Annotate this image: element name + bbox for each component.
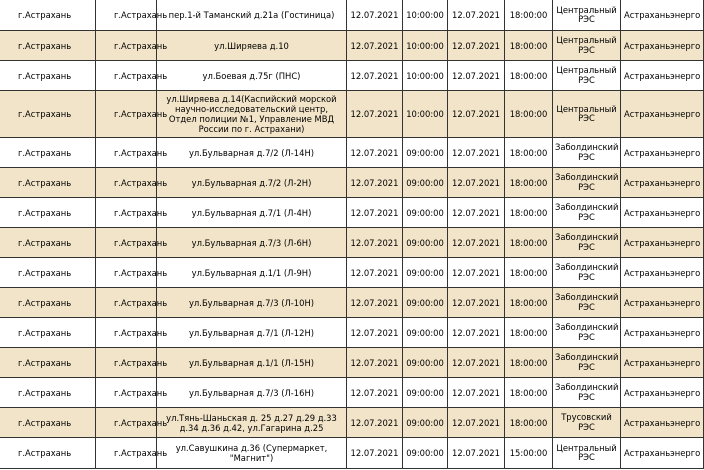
organization-cell: Астраханьэнерго: [621, 228, 704, 258]
start-time-cell: 10:00:00: [403, 31, 448, 61]
start-date-cell: 12.07.2021: [347, 288, 403, 318]
end-date-cell: 12.07.2021: [448, 378, 505, 408]
end-time-cell: 18:00:00: [505, 168, 553, 198]
res-cell: Центральный РЭС: [553, 31, 621, 61]
res-cell: Заболдинский РЭС: [553, 138, 621, 168]
end-date-cell: 12.07.2021: [448, 258, 505, 288]
region-cell: г.Астрахань: [0, 91, 96, 138]
start-date-cell: 12.07.2021: [347, 0, 403, 31]
end-date-cell: 12.07.2021: [448, 438, 505, 469]
city-cell: г.Астрахань: [96, 168, 157, 198]
start-date-cell: 12.07.2021: [347, 378, 403, 408]
table-row: [0, 348, 704, 378]
table-row: [0, 91, 704, 138]
start-time-cell: 09:00:00: [403, 138, 448, 168]
city-cell: г.Астрахань: [96, 198, 157, 228]
region-cell: г.Астрахань: [0, 408, 96, 438]
end-time-cell: 18:00:00: [505, 31, 553, 61]
start-time-cell: 09:00:00: [403, 258, 448, 288]
organization-cell: Астраханьэнерго: [621, 31, 704, 61]
region-cell: г.Астрахань: [0, 318, 96, 348]
address-cell: ул.Бульварная д.7/2 (Л-2Н): [157, 168, 347, 198]
end-date-cell: 12.07.2021: [448, 91, 505, 138]
table-row: [0, 288, 704, 318]
res-cell: Заболдинский РЭС: [553, 288, 621, 318]
organization-cell: Астраханьэнерго: [621, 138, 704, 168]
address-cell: ул.Бульварная д.7/3 (Л-10Н): [157, 288, 347, 318]
res-cell: Заболдинский РЭС: [553, 378, 621, 408]
address-cell: ул.Тянь-Шаньская д. 25 д.27 д.29 д.33 д.34 д.36 д.42, ул.Гагарина д.25: [157, 408, 347, 438]
end-time-cell: 18:00:00: [505, 138, 553, 168]
res-cell: Заболдинский РЭС: [553, 258, 621, 288]
end-date-cell: 12.07.2021: [448, 228, 505, 258]
table-row: [0, 318, 704, 348]
end-date-cell: 12.07.2021: [448, 288, 505, 318]
address-cell: ул.Боевая д.75г (ПНС): [157, 61, 347, 91]
organization-cell: Астраханьэнерго: [621, 258, 704, 288]
address-cell: ул.Ширяева д.10: [157, 31, 347, 61]
organization-cell: Астраханьэнерго: [621, 168, 704, 198]
end-time-cell: 18:00:00: [505, 91, 553, 138]
start-time-cell: 09:00:00: [403, 198, 448, 228]
end-time-cell: 18:00:00: [505, 228, 553, 258]
city-cell: г.Астрахань: [96, 91, 157, 138]
address-cell: ул.Бульварная д.7/3 (Л-16Н): [157, 378, 347, 408]
region-cell: г.Астрахань: [0, 168, 96, 198]
region-cell: г.Астрахань: [0, 348, 96, 378]
end-date-cell: 12.07.2021: [448, 61, 505, 91]
end-time-cell: 18:00:00: [505, 198, 553, 228]
address-cell: ул.Бульварная д.7/3 (Л-6Н): [157, 228, 347, 258]
start-date-cell: 12.07.2021: [347, 91, 403, 138]
start-date-cell: 12.07.2021: [347, 61, 403, 91]
end-date-cell: 12.07.2021: [448, 31, 505, 61]
region-cell: г.Астрахань: [0, 198, 96, 228]
address-cell: ул.Бульварная д.1/1 (Л-15Н): [157, 348, 347, 378]
region-cell: г.Астрахань: [0, 288, 96, 318]
start-date-cell: 12.07.2021: [347, 198, 403, 228]
table-row: [0, 258, 704, 288]
start-date-cell: 12.07.2021: [347, 318, 403, 348]
start-time-cell: 09:00:00: [403, 318, 448, 348]
address-cell: ул.Бульварная д.7/1 (Л-4Н): [157, 198, 347, 228]
region-cell: г.Астрахань: [0, 138, 96, 168]
city-cell: г.Астрахань: [96, 348, 157, 378]
city-cell: г.Астрахань: [96, 0, 157, 31]
end-date-cell: 12.07.2021: [448, 408, 505, 438]
end-date-cell: 12.07.2021: [448, 138, 505, 168]
res-cell: Центральный РЭС: [553, 438, 621, 469]
region-cell: г.Астрахань: [0, 31, 96, 61]
city-cell: г.Астрахань: [96, 408, 157, 438]
end-time-cell: 18:00:00: [505, 318, 553, 348]
table-row: [0, 31, 704, 61]
start-time-cell: 09:00:00: [403, 168, 448, 198]
address-cell: ул.Савушкина д.36 (Супермаркет, "Магнит"): [157, 438, 347, 469]
res-cell: Трусовский РЭС: [553, 408, 621, 438]
city-cell: г.Астрахань: [96, 318, 157, 348]
end-date-cell: 12.07.2021: [448, 168, 505, 198]
region-cell: г.Астрахань: [0, 258, 96, 288]
region-cell: г.Астрахань: [0, 61, 96, 91]
end-date-cell: 12.07.2021: [448, 318, 505, 348]
address-cell: пер.1-й Таманский д.21а (Гостиница): [157, 0, 347, 31]
res-cell: Заболдинский РЭС: [553, 168, 621, 198]
start-date-cell: 12.07.2021: [347, 228, 403, 258]
res-cell: Центральный РЭС: [553, 0, 621, 31]
res-cell: Центральный РЭС: [553, 91, 621, 138]
address-cell: ул.Бульварная д.7/2 (Л-14Н): [157, 138, 347, 168]
end-time-cell: 18:00:00: [505, 258, 553, 288]
end-date-cell: 12.07.2021: [448, 198, 505, 228]
table-row: [0, 61, 704, 91]
start-time-cell: 10:00:00: [403, 0, 448, 31]
table-row: [0, 168, 704, 198]
res-cell: Заболдинский РЭС: [553, 198, 621, 228]
region-cell: г.Астрахань: [0, 0, 96, 31]
res-cell: Заболдинский РЭС: [553, 318, 621, 348]
organization-cell: Астраханьэнерго: [621, 318, 704, 348]
start-date-cell: 12.07.2021: [347, 138, 403, 168]
end-time-cell: 18:00:00: [505, 0, 553, 31]
start-time-cell: 10:00:00: [403, 61, 448, 91]
organization-cell: Астраханьэнерго: [621, 348, 704, 378]
organization-cell: Астраханьэнерго: [621, 0, 704, 31]
city-cell: г.Астрахань: [96, 378, 157, 408]
start-date-cell: 12.07.2021: [347, 438, 403, 469]
organization-cell: Астраханьэнерго: [621, 198, 704, 228]
end-time-cell: 15:00:00: [505, 438, 553, 469]
res-cell: Заболдинский РЭС: [553, 228, 621, 258]
start-date-cell: 12.07.2021: [347, 408, 403, 438]
start-time-cell: 09:00:00: [403, 228, 448, 258]
city-cell: г.Астрахань: [96, 228, 157, 258]
city-cell: г.Астрахань: [96, 438, 157, 469]
res-cell: Центральный РЭС: [553, 61, 621, 91]
end-date-cell: 12.07.2021: [448, 0, 505, 31]
start-date-cell: 12.07.2021: [347, 258, 403, 288]
organization-cell: Астраханьэнерго: [621, 288, 704, 318]
start-date-cell: 12.07.2021: [347, 348, 403, 378]
address-cell: ул.Ширяева д.14(Каспийский морской научно-исследовательский центр, Отдел полиции №1, Управление МВД России по г. Астрахани): [157, 91, 347, 138]
organization-cell: Астраханьэнерго: [621, 408, 704, 438]
start-time-cell: 09:00:00: [403, 408, 448, 438]
organization-cell: Астраханьэнерго: [621, 378, 704, 408]
table-row: [0, 228, 704, 258]
address-cell: ул.Бульварная д.7/1 (Л-12Н): [157, 318, 347, 348]
table-row: [0, 198, 704, 228]
city-cell: г.Астрахань: [96, 258, 157, 288]
region-cell: г.Астрахань: [0, 228, 96, 258]
region-cell: г.Астрахань: [0, 378, 96, 408]
end-date-cell: 12.07.2021: [448, 348, 505, 378]
start-date-cell: 12.07.2021: [347, 168, 403, 198]
city-cell: г.Астрахань: [96, 288, 157, 318]
res-cell: Заболдинский РЭС: [553, 348, 621, 378]
end-time-cell: 18:00:00: [505, 408, 553, 438]
city-cell: г.Астрахань: [96, 31, 157, 61]
city-cell: г.Астрахань: [96, 61, 157, 91]
start-time-cell: 09:00:00: [403, 348, 448, 378]
end-time-cell: 18:00:00: [505, 348, 553, 378]
table-row: [0, 378, 704, 408]
table-row: [0, 438, 704, 469]
end-time-cell: 18:00:00: [505, 378, 553, 408]
start-time-cell: 09:00:00: [403, 288, 448, 318]
organization-cell: Астраханьэнерго: [621, 61, 704, 91]
start-time-cell: 10:00:00: [403, 91, 448, 138]
start-time-cell: 09:00:00: [403, 438, 448, 469]
table-row: [0, 408, 704, 438]
address-cell: ул.Бульварная д.1/1 (Л-9Н): [157, 258, 347, 288]
organization-cell: Астраханьэнерго: [621, 91, 704, 138]
city-cell: г.Астрахань: [96, 138, 157, 168]
organization-cell: Астраханьэнерго: [621, 438, 704, 469]
start-time-cell: 09:00:00: [403, 378, 448, 408]
table-row: [0, 0, 704, 31]
end-time-cell: 18:00:00: [505, 61, 553, 91]
end-time-cell: 18:00:00: [505, 288, 553, 318]
table-row: [0, 138, 704, 168]
start-date-cell: 12.07.2021: [347, 31, 403, 61]
region-cell: г.Астрахань: [0, 438, 96, 469]
